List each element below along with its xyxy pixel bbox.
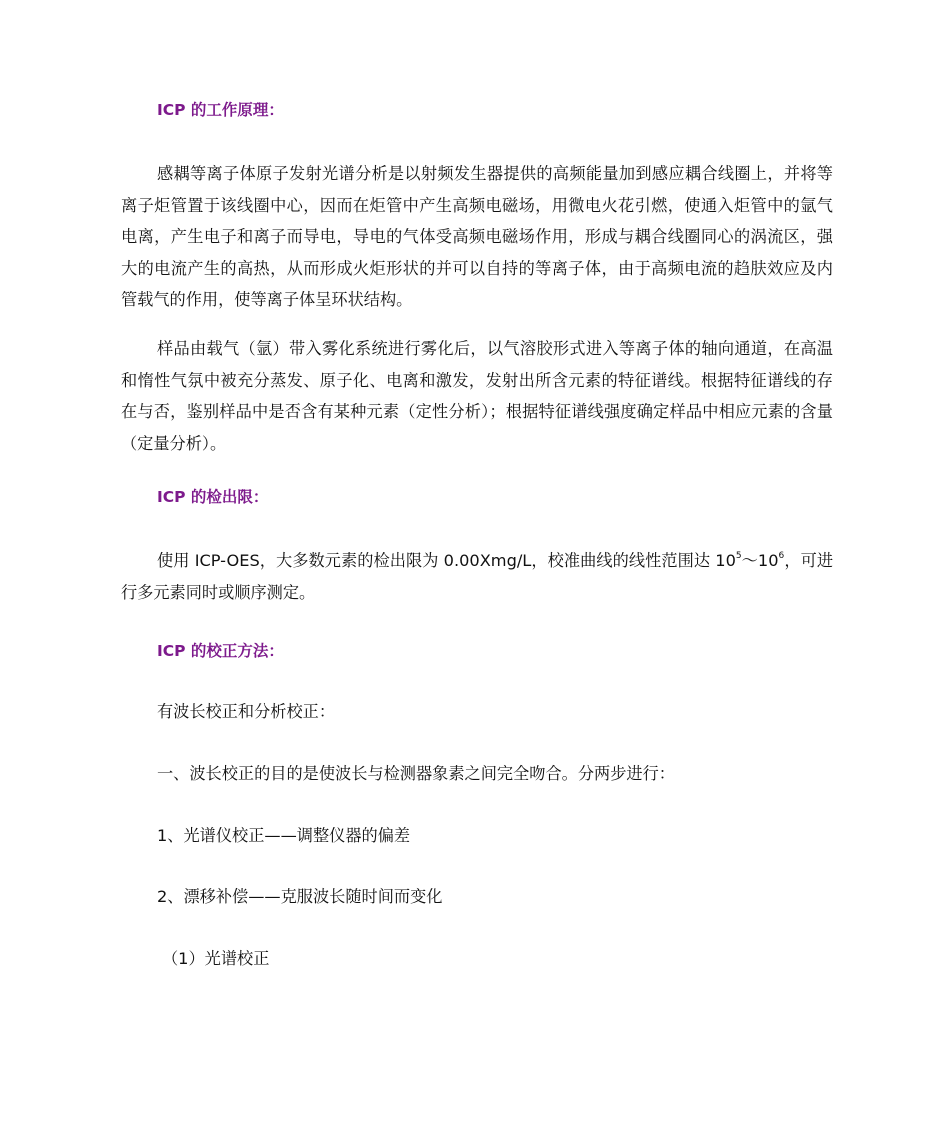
detection-limit-text-b: ～10: [741, 551, 779, 570]
exponent-5: 5: [735, 550, 742, 561]
list-item-spectral-calibration: （1）光谱校正: [162, 949, 270, 968]
detection-limit-text-c: ，可进行多元素同时或顺序测定。: [121, 551, 834, 602]
heading-icp-calibration: ICP 的校正方法：: [157, 642, 284, 660]
list-item-drift-compensation: 2、漂移补偿——克服波长随时间而变化: [157, 887, 443, 906]
paragraph-detection-limit: [121, 545, 833, 608]
calibration-intro: 有波长校正和分析校正：: [157, 702, 336, 721]
exponent-6: 6: [778, 550, 785, 561]
paragraph-principle-1: 感耦等离子体原子发射光谱分析是以射频发生器提供的高频能量加到感应耦合线圈上，并将等离子炬管置于该线圈中心，因而在炬管中产生高频电磁场，用微电火花引燃，使通入炬管中的氩气电离，产生电子和离子而导电，导电的气体受高频电磁场作用，形成与耦合线圈同心的涡流区，强大的电流产生的高热，从而形成火炬形状的并可以自持的等离子体，由于高频电流的趋肤效应及内管载气的作用，使等离子体呈环状结构。: [121, 164, 833, 309]
list-item-spectrometer-calibration: 1、光谱仪校正——调整仪器的偏差: [157, 826, 411, 845]
list-item-wavelength-calibration: 一、波长校正的目的是使波长与检测器象素之间完全吻合。分两步进行：: [157, 764, 675, 783]
heading-icp-principle: ICP 的工作原理：: [157, 101, 284, 119]
detection-limit-text-a: 使用 ICP-OES，大多数元素的检出限为 0.00Xmg/L，校准曲线的线性范围达 10: [157, 551, 736, 570]
heading-icp-detection-limit: ICP 的检出限：: [157, 488, 269, 506]
paragraph-principle-2: 样品由载气（氩）带入雾化系统进行雾化后，以气溶胶形式进入等离子体的轴向通道，在高温和惰性气氛中被充分蒸发、原子化、电离和激发，发射出所含元素的特征谱线。根据特征谱线的存在与否，鉴别样品中是否含有某种元素（定性分析）；根据特征谱线强度确定样品中相应元素的含量（定量分析）。: [121, 339, 833, 453]
